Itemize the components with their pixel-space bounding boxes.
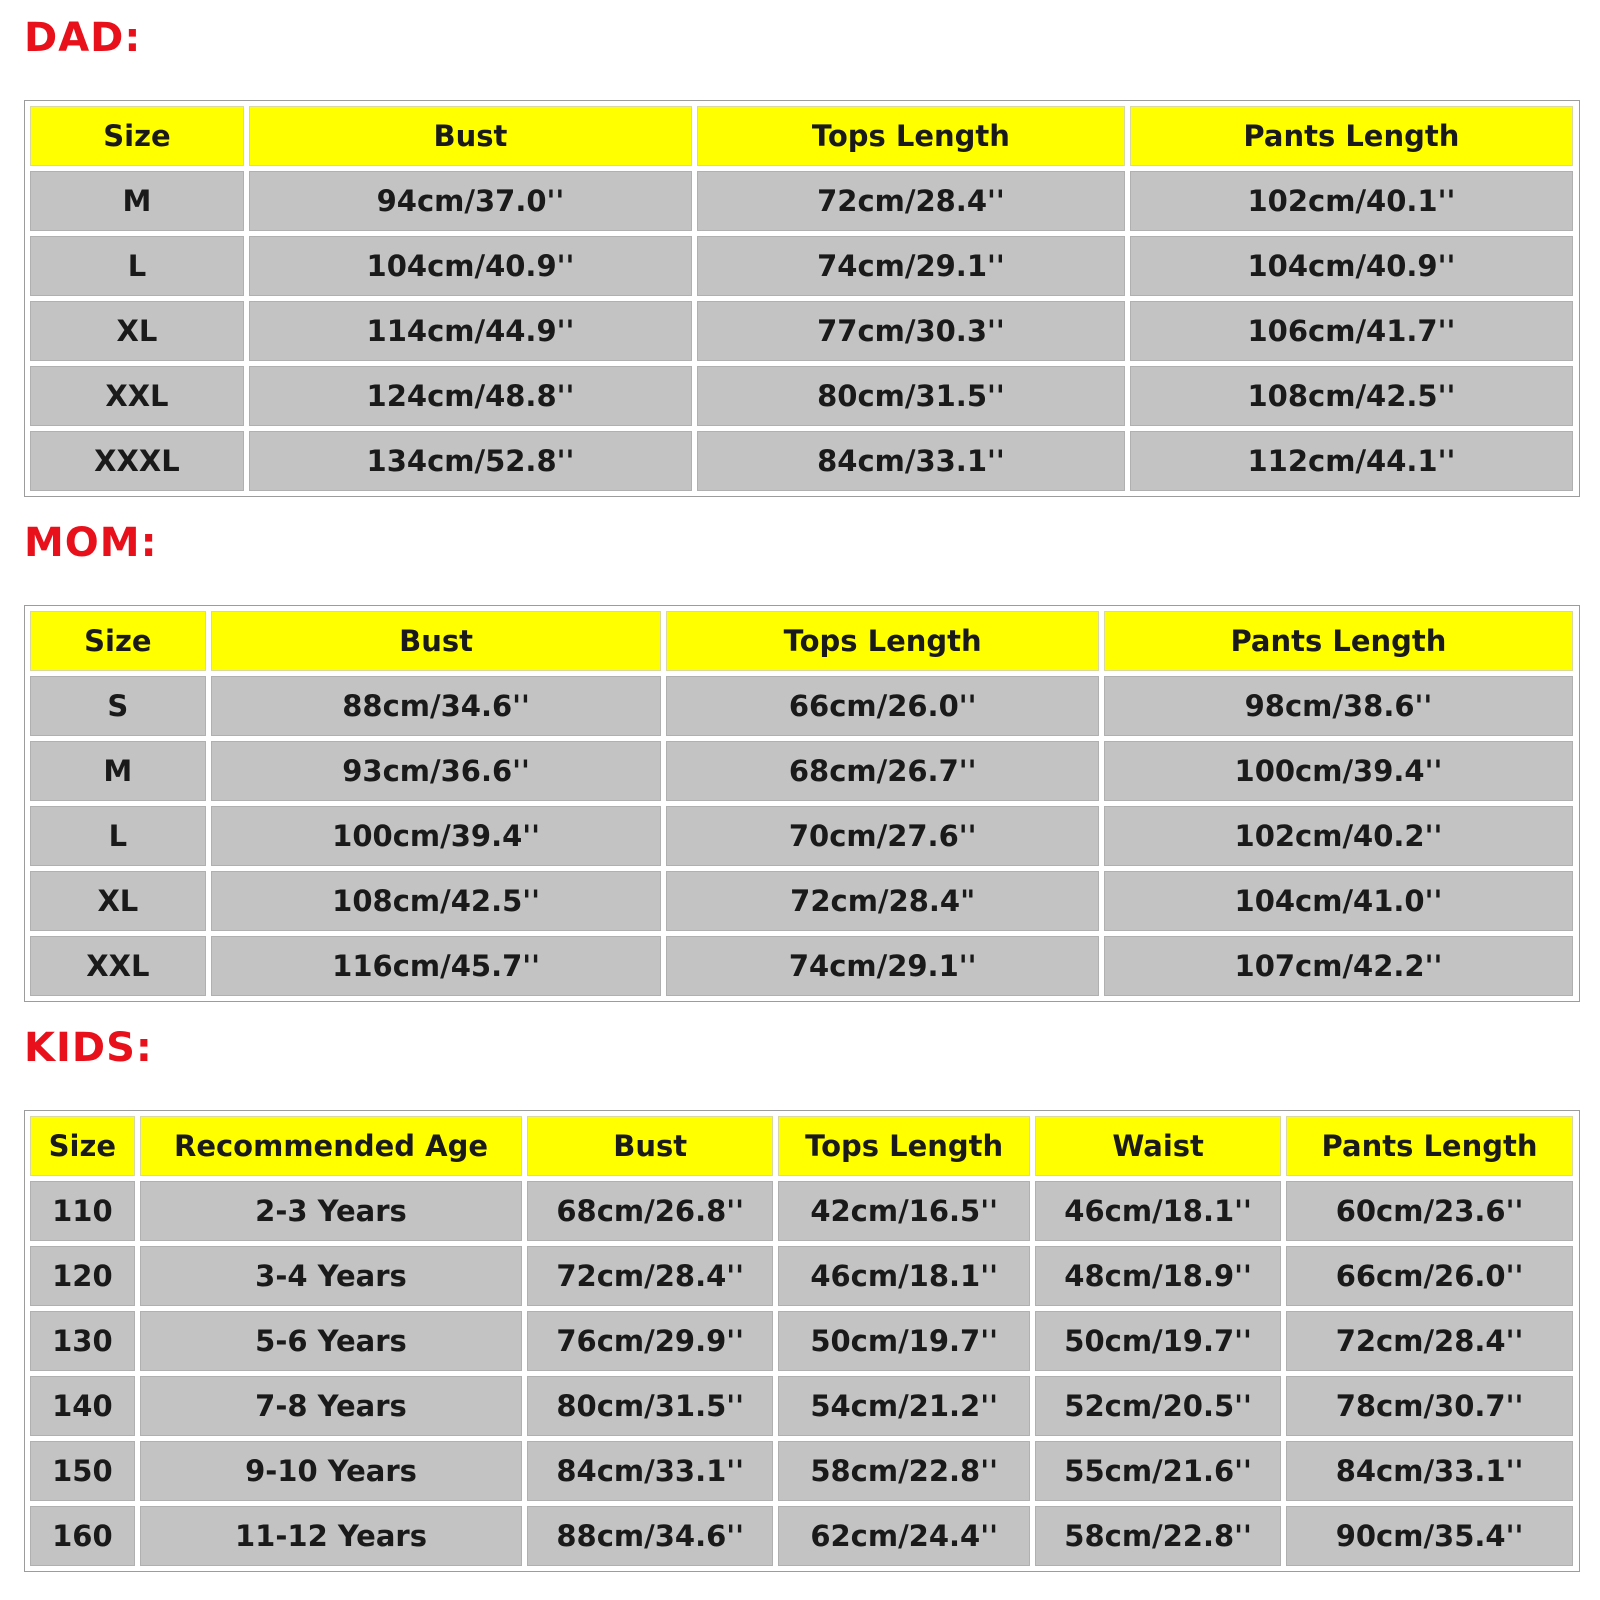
table-cell: 88cm/34.6''	[211, 676, 662, 736]
table-cell: 150	[30, 1441, 135, 1501]
header-cell: Pants Length	[1286, 1116, 1573, 1176]
table-header-row	[30, 1116, 1573, 1176]
table-cell: 60cm/23.6''	[1286, 1181, 1573, 1241]
table-cell: 90cm/35.4''	[1286, 1506, 1573, 1566]
table-cell: XL	[30, 301, 244, 361]
table-cell: XXL	[30, 366, 244, 426]
dad-section-title: DAD:	[24, 15, 142, 61]
table-cell: M	[30, 171, 244, 231]
header-cell: Bust	[249, 106, 692, 166]
table-cell: 70cm/27.6''	[666, 806, 1098, 866]
kids-size-table	[25, 1111, 1578, 1571]
table-cell: 120	[30, 1246, 135, 1306]
table-cell: 112cm/44.1''	[1130, 431, 1573, 491]
table-cell: 50cm/19.7''	[778, 1311, 1030, 1371]
table-row	[30, 236, 1573, 296]
table-cell: 124cm/48.8''	[249, 366, 692, 426]
table-cell: 94cm/37.0''	[249, 171, 692, 231]
header-cell: Size	[30, 611, 206, 671]
table-header-row	[30, 106, 1573, 166]
kids-size-chart	[24, 1110, 1580, 1572]
header-cell: Tops Length	[666, 611, 1098, 671]
table-row	[30, 676, 1573, 736]
table-row	[30, 741, 1573, 801]
table-cell: L	[30, 236, 244, 296]
table-cell: 107cm/42.2''	[1104, 936, 1573, 996]
table-cell: 46cm/18.1''	[778, 1246, 1030, 1306]
header-cell: Pants Length	[1104, 611, 1573, 671]
table-row	[30, 1376, 1573, 1436]
table-cell: L	[30, 806, 206, 866]
table-cell: 110	[30, 1181, 135, 1241]
table-cell: 72cm/28.4''	[1286, 1311, 1573, 1371]
table-cell: 77cm/30.3''	[697, 301, 1125, 361]
table-row	[30, 936, 1573, 996]
table-cell: 62cm/24.4''	[778, 1506, 1030, 1566]
table-cell: 114cm/44.9''	[249, 301, 692, 361]
table-cell: M	[30, 741, 206, 801]
table-cell: 5-6 Years	[140, 1311, 523, 1371]
table-cell: 100cm/39.4''	[211, 806, 662, 866]
table-cell: 98cm/38.6''	[1104, 676, 1573, 736]
header-cell: Size	[30, 106, 244, 166]
table-cell: 104cm/41.0''	[1104, 871, 1573, 931]
table-cell: 130	[30, 1311, 135, 1371]
table-cell: 93cm/36.6''	[211, 741, 662, 801]
table-cell: 78cm/30.7''	[1286, 1376, 1573, 1436]
table-cell: XXL	[30, 936, 206, 996]
table-cell: 84cm/33.1''	[697, 431, 1125, 491]
table-cell: 52cm/20.5''	[1035, 1376, 1281, 1436]
table-cell: 104cm/40.9''	[1130, 236, 1573, 296]
table-cell: 54cm/21.2''	[778, 1376, 1030, 1436]
table-cell: 9-10 Years	[140, 1441, 523, 1501]
table-cell: 108cm/42.5''	[1130, 366, 1573, 426]
table-cell: 102cm/40.1''	[1130, 171, 1573, 231]
table-cell: 42cm/16.5''	[778, 1181, 1030, 1241]
table-cell: 116cm/45.7''	[211, 936, 662, 996]
table-cell: 66cm/26.0''	[1286, 1246, 1573, 1306]
table-cell: 102cm/40.2''	[1104, 806, 1573, 866]
table-row	[30, 1506, 1573, 1566]
table-cell: 160	[30, 1506, 135, 1566]
table-cell: 72cm/28.4''	[697, 171, 1125, 231]
table-cell: 72cm/28.4''	[527, 1246, 773, 1306]
table-cell: 72cm/28.4"	[666, 871, 1098, 931]
table-cell: 50cm/19.7''	[1035, 1311, 1281, 1371]
table-cell: 80cm/31.5''	[527, 1376, 773, 1436]
table-cell: S	[30, 676, 206, 736]
table-cell: 58cm/22.8''	[778, 1441, 1030, 1501]
table-row	[30, 301, 1573, 361]
table-cell: 66cm/26.0''	[666, 676, 1098, 736]
table-row	[30, 366, 1573, 426]
table-header-row	[30, 611, 1573, 671]
header-cell: Pants Length	[1130, 106, 1573, 166]
table-cell: 108cm/42.5''	[211, 871, 662, 931]
mom-section-title: MOM:	[24, 520, 158, 566]
table-cell: 3-4 Years	[140, 1246, 523, 1306]
table-cell: 7-8 Years	[140, 1376, 523, 1436]
table-row	[30, 1181, 1573, 1241]
table-row	[30, 806, 1573, 866]
header-cell: Bust	[527, 1116, 773, 1176]
table-cell: 74cm/29.1''	[666, 936, 1098, 996]
table-cell: 76cm/29.9''	[527, 1311, 773, 1371]
dad-size-table	[25, 101, 1578, 496]
table-cell: 140	[30, 1376, 135, 1436]
table-cell: 58cm/22.8''	[1035, 1506, 1281, 1566]
table-cell: 46cm/18.1''	[1035, 1181, 1281, 1241]
table-cell: 48cm/18.9''	[1035, 1246, 1281, 1306]
header-cell: Waist	[1035, 1116, 1281, 1176]
table-cell: XXXL	[30, 431, 244, 491]
header-cell: Tops Length	[778, 1116, 1030, 1176]
table-cell: 106cm/41.7''	[1130, 301, 1573, 361]
kids-section-title: KIDS:	[24, 1025, 153, 1071]
table-cell: 74cm/29.1''	[697, 236, 1125, 296]
header-cell: Size	[30, 1116, 135, 1176]
mom-size-chart	[24, 605, 1580, 1002]
table-row	[30, 171, 1573, 231]
table-cell: 11-12 Years	[140, 1506, 523, 1566]
table-cell: XL	[30, 871, 206, 931]
dad-size-chart	[24, 100, 1580, 497]
table-row	[30, 871, 1573, 931]
table-cell: 68cm/26.7''	[666, 741, 1098, 801]
table-cell: 134cm/52.8''	[249, 431, 692, 491]
table-cell: 84cm/33.1''	[527, 1441, 773, 1501]
table-cell: 80cm/31.5''	[697, 366, 1125, 426]
table-cell: 2-3 Years	[140, 1181, 523, 1241]
table-row	[30, 431, 1573, 491]
table-row	[30, 1311, 1573, 1371]
table-row	[30, 1441, 1573, 1501]
header-cell: Bust	[211, 611, 662, 671]
header-cell: Tops Length	[697, 106, 1125, 166]
table-cell: 104cm/40.9''	[249, 236, 692, 296]
table-cell: 88cm/34.6''	[527, 1506, 773, 1566]
table-cell: 55cm/21.6''	[1035, 1441, 1281, 1501]
table-cell: 68cm/26.8''	[527, 1181, 773, 1241]
table-cell: 100cm/39.4''	[1104, 741, 1573, 801]
table-row	[30, 1246, 1573, 1306]
mom-size-table	[25, 606, 1578, 1001]
table-cell: 84cm/33.1''	[1286, 1441, 1573, 1501]
header-cell: Recommended Age	[140, 1116, 523, 1176]
